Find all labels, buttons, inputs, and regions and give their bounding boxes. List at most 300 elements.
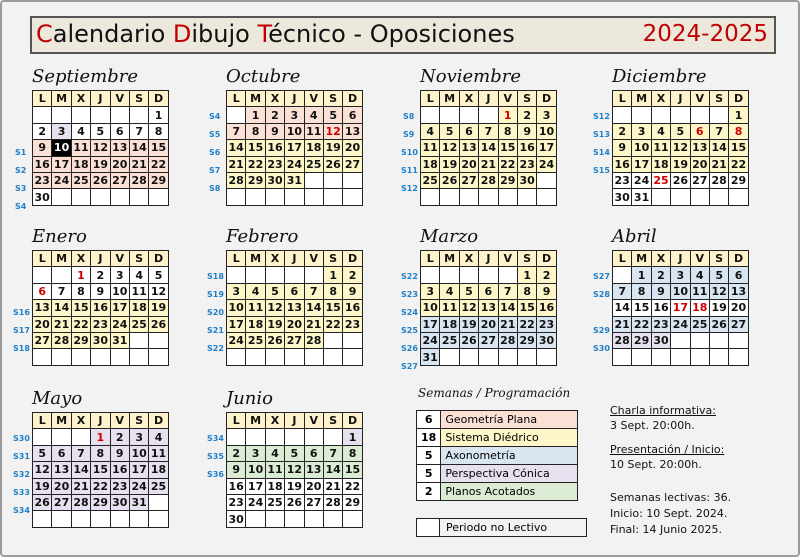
day-cell: 3 [129, 429, 148, 445]
day-cell: 31 [285, 172, 304, 188]
day-cell: 6 [343, 107, 362, 123]
week-number-label: S30 [13, 434, 30, 443]
day-header: D [149, 91, 168, 107]
day-cell: 30 [227, 511, 246, 527]
day-header: M [52, 251, 71, 267]
day-cell [459, 267, 478, 283]
week-number-label: S23 [401, 290, 418, 299]
day-cell: 12 [33, 462, 52, 478]
day-header: L [33, 251, 52, 267]
day-cell [246, 267, 265, 283]
day-cell: 18 [265, 478, 284, 494]
day-cell: 19 [671, 156, 690, 172]
day-cell: 19 [91, 156, 110, 172]
day-cell: 3 [110, 267, 129, 283]
day-cell: 4 [71, 123, 90, 139]
day-cell [129, 349, 148, 365]
day-cell: 13 [459, 140, 478, 156]
week-number-label: S18 [13, 344, 30, 353]
day-cell: 18 [246, 316, 265, 332]
day-cell: 27 [343, 156, 362, 172]
day-cell: 23 [343, 316, 362, 332]
day-cell: 14 [498, 300, 517, 316]
week-row [421, 300, 557, 316]
day-cell: 5 [709, 267, 728, 283]
day-cell: 8 [517, 283, 536, 299]
day-cell [651, 189, 670, 205]
day-header: S [129, 251, 148, 267]
week-number-label: S31 [13, 452, 30, 461]
day-cell: 26 [440, 172, 459, 188]
day-cell [323, 511, 342, 527]
day-cell: 19 [440, 156, 459, 172]
day-cell [323, 349, 342, 365]
day-cell: 29 [729, 172, 748, 188]
day-cell: 14 [71, 462, 90, 478]
week-number-label: S3 [15, 184, 27, 193]
day-cell [440, 267, 459, 283]
fecha-final: Final: 14 Junio 2025. [610, 523, 723, 536]
day-cell: 23 [110, 478, 129, 494]
day-header: S [323, 413, 342, 429]
day-cell: 24 [129, 478, 148, 494]
day-cell: 28 [71, 494, 90, 510]
day-header: V [304, 251, 323, 267]
day-cell: 10 [537, 123, 556, 139]
day-header: M [440, 251, 459, 267]
day-cell: 22 [517, 316, 536, 332]
day-cell [709, 189, 728, 205]
day-cell: 18 [440, 316, 459, 332]
day-cell: 16 [537, 300, 556, 316]
week-number-label: S19 [207, 290, 224, 299]
day-cell: 19 [323, 140, 342, 156]
day-cell: 10 [110, 283, 129, 299]
day-cell: 13 [304, 462, 323, 478]
day-cell [285, 267, 304, 283]
month-diciembre [612, 66, 772, 206]
day-header: X [651, 91, 670, 107]
day-cell: 22 [91, 478, 110, 494]
day-header: L [227, 413, 246, 429]
day-cell [265, 429, 284, 445]
day-cell: 7 [709, 123, 728, 139]
day-cell [52, 429, 71, 445]
month-grid [226, 90, 363, 206]
day-cell: 26 [265, 332, 284, 348]
day-header: M [440, 91, 459, 107]
day-cell [729, 189, 748, 205]
day-cell: 7 [498, 283, 517, 299]
day-cell [52, 349, 71, 365]
day-cell [343, 332, 362, 348]
day-cell: 19 [709, 300, 728, 316]
day-header: S [323, 251, 342, 267]
day-cell: 21 [613, 316, 632, 332]
day-cell: 28 [709, 172, 728, 188]
day-cell: 9 [91, 283, 110, 299]
day-cell [671, 107, 690, 123]
day-cell [537, 172, 556, 188]
day-cell: 10 [632, 140, 651, 156]
day-cell: 5 [440, 123, 459, 139]
day-cell: 5 [265, 283, 284, 299]
day-cell: 30 [91, 332, 110, 348]
day-cell: 25 [651, 172, 670, 188]
day-cell: 13 [33, 300, 52, 316]
day-cell [71, 189, 90, 205]
week-row [613, 349, 749, 365]
day-cell: 20 [110, 156, 129, 172]
day-cell: 11 [440, 300, 459, 316]
day-cell: 24 [421, 332, 440, 348]
day-cell: 18 [304, 140, 323, 156]
week-row [421, 107, 557, 123]
day-header: D [343, 91, 362, 107]
day-cell [110, 107, 129, 123]
day-header: S [323, 91, 342, 107]
day-cell: 5 [671, 123, 690, 139]
day-cell: 14 [709, 140, 728, 156]
day-cell [285, 429, 304, 445]
day-cell: 21 [304, 316, 323, 332]
day-cell: 24 [246, 494, 265, 510]
day-cell [304, 429, 323, 445]
day-cell: 25 [149, 478, 168, 494]
day-cell [129, 189, 148, 205]
day-cell: 14 [52, 300, 71, 316]
day-cell [149, 349, 168, 365]
day-header: L [33, 91, 52, 107]
day-cell: 30 [517, 172, 536, 188]
week-number-label: S27 [593, 272, 610, 281]
day-cell: 2 [33, 123, 52, 139]
week-row [33, 123, 169, 139]
day-cell: 11 [71, 140, 90, 156]
day-header: X [265, 251, 284, 267]
day-cell [690, 107, 709, 123]
day-cell [671, 332, 690, 348]
week-row [33, 316, 169, 332]
day-cell: 27 [52, 494, 71, 510]
day-header: V [110, 413, 129, 429]
week-row [33, 349, 169, 365]
week-row [227, 494, 363, 510]
month-junio [226, 388, 386, 528]
day-cell: 13 [729, 283, 748, 299]
week-number-label: S34 [13, 506, 30, 515]
week-number-label: S35 [207, 452, 224, 461]
month-mayo [32, 388, 192, 528]
week-row [33, 478, 169, 494]
day-cell [265, 511, 284, 527]
month-febrero [226, 226, 386, 366]
day-cell: 10 [285, 123, 304, 139]
month-grid [612, 90, 749, 206]
day-cell: 28 [227, 172, 246, 188]
week-row [227, 429, 363, 445]
legend-item [417, 429, 578, 447]
week-row [227, 462, 363, 478]
week-row [421, 172, 557, 188]
day-cell: 15 [323, 300, 342, 316]
month-grid [226, 412, 363, 528]
month-grid [32, 250, 169, 366]
week-row [227, 107, 363, 123]
week-row [33, 429, 169, 445]
month-noviembre [420, 66, 580, 206]
week-number-label: S21 [207, 326, 224, 335]
day-cell: 11 [304, 123, 323, 139]
day-cell [613, 349, 632, 365]
day-cell: 10 [246, 462, 265, 478]
day-header: D [537, 251, 556, 267]
day-cell: 29 [246, 172, 265, 188]
day-cell: 6 [479, 283, 498, 299]
day-cell: 20 [459, 156, 478, 172]
day-cell [709, 349, 728, 365]
day-cell: 6 [459, 123, 478, 139]
day-cell [517, 349, 536, 365]
week-row [33, 172, 169, 188]
legend-item [417, 465, 578, 483]
day-cell: 7 [613, 283, 632, 299]
day-cell [71, 429, 90, 445]
week-number-label: S28 [593, 290, 610, 299]
day-cell: 18 [651, 156, 670, 172]
day-cell: 14 [323, 462, 342, 478]
day-cell [343, 349, 362, 365]
day-cell: 16 [227, 478, 246, 494]
day-cell: 28 [613, 332, 632, 348]
no-lectivo-swatch [417, 519, 440, 536]
day-cell: 16 [613, 156, 632, 172]
day-cell: 8 [71, 283, 90, 299]
week-number-label: S14 [593, 148, 610, 157]
day-cell: 12 [149, 283, 168, 299]
day-cell [265, 267, 284, 283]
day-cell: 9 [537, 283, 556, 299]
day-cell: 1 [323, 267, 342, 283]
day-cell: 12 [459, 300, 478, 316]
day-cell: 1 [91, 429, 110, 445]
day-cell: 4 [421, 123, 440, 139]
month-name: Febrero [226, 226, 299, 247]
day-cell: 29 [498, 172, 517, 188]
day-cell: 20 [343, 140, 362, 156]
day-cell: 1 [149, 107, 168, 123]
day-cell: 4 [651, 123, 670, 139]
day-cell: 7 [129, 123, 148, 139]
day-cell: 19 [285, 478, 304, 494]
day-header: L [227, 91, 246, 107]
day-cell: 24 [227, 332, 246, 348]
day-cell [91, 511, 110, 527]
week-number-label: S7 [209, 166, 221, 175]
day-cell: 2 [91, 267, 110, 283]
day-header: S [129, 413, 148, 429]
week-row [227, 332, 363, 348]
day-cell: 2 [110, 429, 129, 445]
day-cell: 5 [459, 283, 478, 299]
day-cell [304, 511, 323, 527]
week-row [33, 511, 169, 527]
day-cell: 28 [52, 332, 71, 348]
day-header: X [265, 413, 284, 429]
day-cell: 3 [671, 267, 690, 283]
day-cell: 29 [91, 494, 110, 510]
day-cell: 23 [517, 156, 536, 172]
month-septiembre [32, 66, 192, 206]
day-cell: 12 [265, 300, 284, 316]
month-name: Marzo [420, 226, 479, 247]
day-cell [323, 429, 342, 445]
day-cell: 6 [110, 123, 129, 139]
day-header: M [246, 251, 265, 267]
day-cell [323, 189, 342, 205]
day-cell: 3 [632, 123, 651, 139]
week-number-label: S22 [207, 344, 224, 353]
month-octubre [226, 66, 386, 206]
day-cell [459, 189, 478, 205]
day-cell: 5 [33, 445, 52, 461]
day-header: J [285, 251, 304, 267]
day-cell: 17 [246, 478, 265, 494]
semanas-lectivas: Semanas lectivas: 36. [610, 491, 732, 504]
day-cell: 5 [323, 107, 342, 123]
day-cell [33, 267, 52, 283]
day-cell: 13 [52, 462, 71, 478]
day-cell: 26 [671, 172, 690, 188]
day-cell: 20 [479, 316, 498, 332]
day-cell: 27 [304, 494, 323, 510]
day-cell [709, 107, 728, 123]
day-cell: 16 [33, 156, 52, 172]
day-cell [498, 349, 517, 365]
day-cell: 6 [33, 283, 52, 299]
day-header: D [149, 413, 168, 429]
week-row [613, 123, 749, 139]
day-cell: 26 [91, 172, 110, 188]
legend-weeks: 18 [417, 429, 441, 447]
day-cell: 26 [459, 332, 478, 348]
month-name: Noviembre [420, 66, 522, 87]
week-number-label: S29 [593, 326, 610, 335]
day-header: V [110, 251, 129, 267]
day-cell [498, 189, 517, 205]
day-cell: 19 [265, 316, 284, 332]
day-cell: 24 [52, 172, 71, 188]
day-cell: 4 [129, 267, 148, 283]
week-row [33, 283, 169, 299]
school-year: 2024-2025 [642, 21, 768, 47]
day-cell: 7 [227, 123, 246, 139]
week-row [227, 316, 363, 332]
day-cell [227, 349, 246, 365]
day-cell [323, 332, 342, 348]
day-cell [479, 349, 498, 365]
day-header: M [52, 413, 71, 429]
day-cell: 14 [613, 300, 632, 316]
day-header: L [613, 91, 632, 107]
day-cell [651, 107, 670, 123]
day-cell: 2 [517, 107, 536, 123]
week-row [33, 267, 169, 283]
day-cell: 8 [343, 445, 362, 461]
day-header: D [729, 251, 748, 267]
day-cell: 27 [285, 332, 304, 348]
day-cell [690, 349, 709, 365]
month-grid [420, 90, 557, 206]
day-cell [421, 107, 440, 123]
day-cell: 23 [33, 172, 52, 188]
day-cell [246, 511, 265, 527]
day-header: M [632, 251, 651, 267]
day-cell: 14 [304, 300, 323, 316]
day-cell: 10 [52, 140, 71, 156]
day-cell [632, 349, 651, 365]
month-name: Octubre [226, 66, 301, 87]
day-cell: 11 [690, 283, 709, 299]
fecha-inicio: Inicio: 10 Sept. 2024. [610, 507, 728, 520]
day-cell: 2 [651, 267, 670, 283]
day-header: X [459, 251, 478, 267]
day-cell: 16 [110, 462, 129, 478]
day-cell: 12 [91, 140, 110, 156]
day-cell: 25 [690, 316, 709, 332]
day-cell: 12 [323, 123, 342, 139]
week-row [227, 478, 363, 494]
day-cell: 22 [632, 316, 651, 332]
day-cell [479, 189, 498, 205]
day-cell: 29 [149, 172, 168, 188]
week-row [227, 189, 363, 205]
week-number-label: S27 [401, 362, 418, 371]
day-cell: 15 [632, 300, 651, 316]
day-cell: 29 [517, 332, 536, 348]
day-header: V [498, 91, 517, 107]
day-cell: 9 [227, 462, 246, 478]
day-cell: 31 [110, 332, 129, 348]
day-cell: 4 [149, 429, 168, 445]
month-enero [32, 226, 192, 366]
day-cell: 26 [149, 316, 168, 332]
day-cell: 24 [110, 316, 129, 332]
week-row [33, 156, 169, 172]
day-cell [479, 267, 498, 283]
day-cell: 28 [304, 332, 323, 348]
day-cell: 22 [498, 156, 517, 172]
day-cell: 16 [651, 300, 670, 316]
day-cell [91, 189, 110, 205]
day-cell [343, 172, 362, 188]
day-header: M [246, 413, 265, 429]
day-cell: 11 [421, 140, 440, 156]
day-cell: 26 [323, 156, 342, 172]
day-cell [33, 349, 52, 365]
day-cell: 28 [129, 172, 148, 188]
day-cell: 11 [149, 445, 168, 461]
day-cell: 27 [690, 172, 709, 188]
day-cell [537, 189, 556, 205]
day-header: J [91, 251, 110, 267]
week-row [33, 462, 169, 478]
week-row [421, 316, 557, 332]
day-cell: 23 [613, 172, 632, 188]
day-cell: 8 [323, 283, 342, 299]
day-cell: 9 [613, 140, 632, 156]
day-cell [246, 349, 265, 365]
